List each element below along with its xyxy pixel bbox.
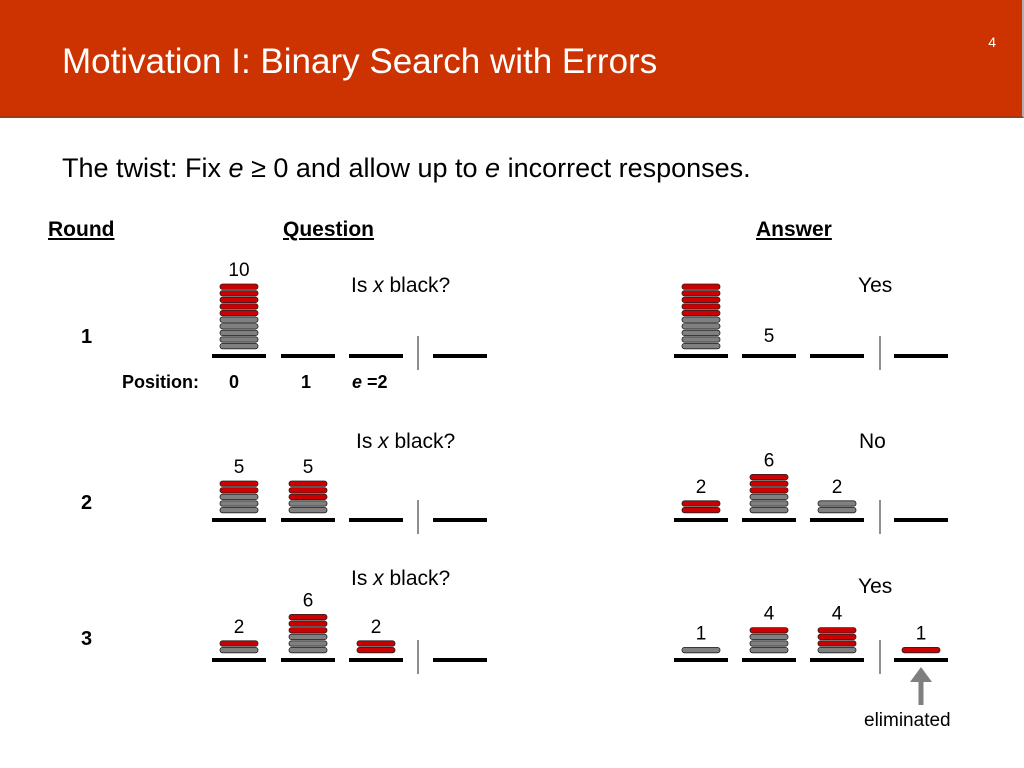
round-3-question-position-1-red-chip <box>289 614 327 619</box>
round-1-answer-position-0-red-chip <box>682 291 720 296</box>
round-3-question-position-0-gray-chip <box>220 647 258 652</box>
round-3-answer-position-1-count-label: 4 <box>763 603 775 625</box>
round-2-answer-position-1-count-label: 6 <box>763 450 775 472</box>
eliminated-label: eliminated <box>864 710 951 731</box>
question-var-x: x <box>373 274 384 297</box>
round-1-question-position-0-red-chip <box>220 284 258 289</box>
round-2-answer-position-0-count-label: 2 <box>695 476 707 498</box>
round-3-question-position-1-count-label: 6 <box>302 590 314 612</box>
round-2-answer-position-0-red-chip <box>682 507 720 512</box>
round-2-answer-position-2-count-label: 2 <box>831 476 843 498</box>
position-1-label: 1 <box>301 372 312 392</box>
round-3-question-position-0-count-label: 2 <box>233 616 245 638</box>
round-1-answer-position-0-gray-chip <box>682 317 720 322</box>
question-prefix: Is <box>351 274 374 297</box>
subtitle-middle: ≥ 0 and allow up to <box>243 153 486 183</box>
error-var-e: e <box>352 372 363 392</box>
round-2-question-position-0-red-chip <box>220 481 258 486</box>
round-3-question-position-1-gray-chip <box>289 634 327 639</box>
round-2-answer-position-1-red-chip <box>750 481 788 486</box>
round-3-answer-position-2-gray-chip <box>818 647 856 652</box>
round-3-answer-position-3-count-label: 1 <box>915 623 927 645</box>
slide-title: Motivation I: Binary Search with Errors <box>62 42 658 81</box>
position-0-label: 0 <box>229 372 240 392</box>
round-2-number: 2 <box>81 492 93 514</box>
round-1-answer-position-0-gray-chip <box>682 337 720 342</box>
round-1-answer-position-0-gray-chip <box>682 343 720 348</box>
error-value: =2 <box>362 372 388 392</box>
round-2-answer-position-0-red-chip <box>682 501 720 506</box>
round-1-answer-position-0-red-chip <box>682 284 720 289</box>
round-2-question-position-1-red-chip <box>289 494 327 499</box>
round-1-question-position-0-gray-chip <box>220 337 258 342</box>
round-2-answer-position-1-gray-chip <box>750 507 788 512</box>
round-2-question-position-1-gray-chip <box>289 501 327 506</box>
round-3-question-position-1-gray-chip <box>289 647 327 652</box>
round-2-question-position-1-red-chip <box>289 488 327 493</box>
round-2-answer-position-1-red-chip <box>750 488 788 493</box>
question-prefix: Is <box>351 567 374 590</box>
question-suffix: black? <box>383 274 451 297</box>
round-3-question-position-1-red-chip <box>289 628 327 633</box>
question-var-x: x <box>373 567 384 590</box>
subtitle-suffix: incorrect responses. <box>500 153 751 183</box>
eliminated-arrow-head <box>910 667 932 682</box>
round-2-answer-position-1-gray-chip <box>750 501 788 506</box>
round-3-question-position-1-gray-chip <box>289 641 327 646</box>
round-3-answer-position-0-count-label: 1 <box>695 623 707 645</box>
round-3-answer-position-1-gray-chip <box>750 641 788 646</box>
round-3-answer-position-1-gray-chip <box>750 634 788 639</box>
round-1-question-position-0-gray-chip <box>220 330 258 335</box>
round-3-question-position-2-red-chip <box>357 647 395 652</box>
subtitle-var-e: e <box>228 153 244 183</box>
round-3-answer: Yes <box>858 575 893 598</box>
round-1-answer-position-0-red-chip <box>682 310 720 315</box>
round-1-question-position-0-red-chip <box>220 297 258 302</box>
round-heading: Round <box>48 218 115 241</box>
round-1-question-position-0-gray-chip <box>220 317 258 322</box>
question-heading: Question <box>283 218 375 241</box>
round-1-question-position-0-gray-chip <box>220 343 258 348</box>
round-1-number: 1 <box>81 326 93 348</box>
round-3-question-position-1-red-chip <box>289 621 327 626</box>
round-1-question-position-0-red-chip <box>220 291 258 296</box>
subtitle-var-e-2: e <box>485 153 501 183</box>
round-3-number: 3 <box>81 628 93 650</box>
subtitle-prefix: The twist: Fix <box>62 153 229 183</box>
round-1-question-position-0-red-chip <box>220 310 258 315</box>
round-1-answer-position-0-gray-chip <box>682 324 720 329</box>
round-3-answer-position-2-red-chip <box>818 634 856 639</box>
round-2-question-position-1-count-label: 5 <box>302 457 314 478</box>
round-1-answer-position-0-red-chip <box>682 304 720 309</box>
round-2-answer-position-2-gray-chip <box>818 501 856 506</box>
round-3-answer-position-1-gray-chip <box>750 647 788 652</box>
round-2-question-position-0-gray-chip <box>220 501 258 506</box>
answer-heading: Answer <box>756 218 832 241</box>
round-1-question-position-0-red-chip <box>220 304 258 309</box>
round-1-answer-position-1-count-label: 5 <box>763 326 775 347</box>
round-3-answer-position-3-red-chip <box>902 647 940 652</box>
question-var-x: x <box>378 430 389 453</box>
round-2-question-position-0-gray-chip <box>220 494 258 499</box>
slide-number: 4 <box>988 34 996 50</box>
round-2-answer-position-2-gray-chip <box>818 507 856 512</box>
question-suffix: black? <box>388 430 456 453</box>
round-2-question-position-1-gray-chip <box>289 507 327 512</box>
round-2-answer: No <box>859 430 886 453</box>
round-2-answer-position-1-gray-chip <box>750 494 788 499</box>
round-2-answer-position-1-red-chip <box>750 474 788 479</box>
round-3-answer-position-2-red-chip <box>818 628 856 633</box>
round-1-answer: Yes <box>858 274 893 297</box>
round-3-answer-position-0-gray-chip <box>682 647 720 652</box>
round-1-answer-position-0-red-chip <box>682 297 720 302</box>
round-3-question-position-2-count-label: 2 <box>370 616 382 638</box>
round-2-question-position-0-count-label: 5 <box>233 457 245 478</box>
round-1-question-position-0-gray-chip <box>220 324 258 329</box>
round-3-answer-position-2-count-label: 4 <box>831 603 843 625</box>
position-label: Position: <box>122 372 199 392</box>
round-3-answer-position-1-red-chip <box>750 628 788 633</box>
round-1-question-position-0-count-label: 10 <box>228 260 250 281</box>
round-2-question-position-0-red-chip <box>220 488 258 493</box>
round-2-question-position-0-gray-chip <box>220 507 258 512</box>
question-suffix: black? <box>383 567 451 590</box>
round-3-question-position-2-red-chip <box>357 641 395 646</box>
round-1-answer-position-0-gray-chip <box>682 330 720 335</box>
question-prefix: Is <box>356 430 379 453</box>
round-3-answer-position-2-red-chip <box>818 641 856 646</box>
round-3-question-position-0-red-chip <box>220 641 258 646</box>
round-2-question-position-1-red-chip <box>289 481 327 486</box>
